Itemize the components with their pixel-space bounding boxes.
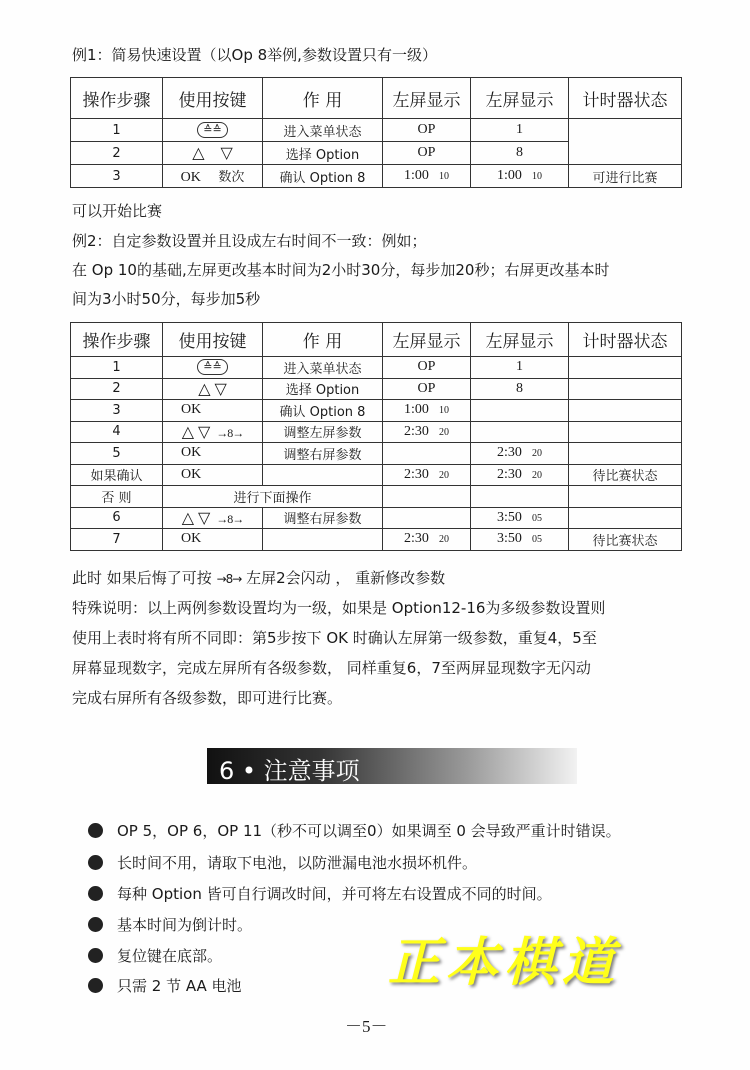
bullet-item <box>88 883 552 904</box>
status-cell: 待比赛状态 <box>569 529 682 551</box>
status-cell <box>569 443 682 465</box>
bullet-icon <box>88 948 103 963</box>
header-cell: 作 用 <box>263 323 383 357</box>
ok-key: OK <box>181 402 202 418</box>
merged-cell: 进行下面操作 <box>163 486 383 508</box>
left-display-cell <box>383 421 471 443</box>
table-row <box>71 443 682 465</box>
step-cell: 否 则 <box>71 486 163 508</box>
action-cell: 确认 Option 8 <box>263 400 383 422</box>
bullet-icon <box>88 917 103 932</box>
time: 2:30 <box>497 445 522 461</box>
table-header-row <box>71 78 682 119</box>
bullet-text: 基本时间为倒计时。 <box>117 916 253 934</box>
bullet-item <box>88 820 621 841</box>
bullet-text: 每种 Option 皆可自行调改时间，并可将左右设置成不同的时间。 <box>117 885 552 903</box>
notes-line: 屏幕显现数字，完成左屏所有各级参数， 同样重复6，7至两屏显现数字无闪动 <box>72 659 591 677</box>
left-display-cell <box>383 357 471 379</box>
time: 1 <box>516 359 523 375</box>
increment: 10 <box>531 171 542 182</box>
key-cell <box>163 529 263 551</box>
increment: 20 <box>531 469 542 481</box>
notes-text: 此时 如果后悔了可按 <box>72 569 212 587</box>
bullet-item <box>88 975 242 996</box>
notes-line <box>72 567 445 588</box>
up-down-triangle-icon: △ ▽ <box>181 423 211 441</box>
step-cell: 4 <box>71 421 163 443</box>
bullet-icon <box>88 886 103 901</box>
table-row <box>71 464 682 486</box>
menu-button-icon: ≙≙ <box>197 122 227 138</box>
right-display-cell <box>471 378 569 400</box>
notes-text: 左屏2会闪动 ， 重新修改参数 <box>246 569 446 587</box>
right-display-cell <box>471 400 569 422</box>
action-cell: 选择 Option <box>263 378 383 400</box>
table-row <box>71 507 682 529</box>
status-cell <box>569 400 682 422</box>
increment: 20 <box>438 426 449 438</box>
header-cell: 操作步骤 <box>71 78 163 119</box>
right-display-cell <box>471 507 569 529</box>
bullet-item <box>88 852 477 873</box>
time: 1:00 <box>404 168 429 183</box>
left-display-cell <box>383 486 471 508</box>
time: OP <box>417 380 436 396</box>
table-row <box>71 400 682 422</box>
example2-desc: 间为3小时50分，每步加5秒 <box>72 290 261 308</box>
action-cell <box>263 529 383 551</box>
bullet-text: 复位键在底部。 <box>117 947 223 965</box>
action-cell: 调整右屏参数 <box>263 507 383 529</box>
step-cell: 5 <box>71 443 163 465</box>
time: 8 <box>516 380 523 396</box>
left-display-cell <box>383 165 471 188</box>
example2-table <box>70 322 682 551</box>
action-cell: 调整左屏参数 <box>263 421 383 443</box>
table-row <box>71 486 682 508</box>
action-cell: 进入菜单状态 <box>263 357 383 379</box>
status-cell <box>569 486 682 508</box>
table-header-row <box>71 323 682 357</box>
example1-title: 例1：简易快速设置（以Op 8举例,参数设置只有一级） <box>72 46 437 64</box>
action-cell: 选择 Option <box>263 142 383 165</box>
ok-key: OK <box>181 445 202 461</box>
key-cell <box>163 357 263 379</box>
header-cell: 使用按键 <box>163 78 263 119</box>
table-row <box>71 378 682 400</box>
increment: 20 <box>438 534 449 546</box>
left-display-cell <box>383 378 471 400</box>
header-cell: 左屏显示 <box>383 78 471 119</box>
swap-screen-icon: →8→ <box>216 511 244 526</box>
up-down-triangle-icon: △ ▽ <box>181 509 211 527</box>
time: 2:30 <box>404 466 429 482</box>
status-cell <box>569 507 682 529</box>
key-cell <box>163 443 263 465</box>
bullet-icon <box>88 978 103 993</box>
watermark: 正本棋道 <box>388 932 621 993</box>
left-display-cell: OP <box>383 142 471 165</box>
right-display-cell <box>471 486 569 508</box>
left-display-cell <box>383 443 471 465</box>
section-title: 6 • 注意事项 <box>219 757 360 785</box>
time: 1:00 <box>404 402 429 418</box>
right-display-cell <box>471 421 569 443</box>
left-display-cell <box>383 400 471 422</box>
key-cell <box>163 421 263 443</box>
up-triangle-icon: △ <box>192 145 205 162</box>
bullet-icon <box>88 823 103 838</box>
table-row <box>71 357 682 379</box>
key-cell <box>163 378 263 400</box>
step-cell: 1 <box>71 119 163 142</box>
increment: 05 <box>531 534 542 546</box>
action-cell: 进入菜单状态 <box>263 119 383 142</box>
header-cell: 操作步骤 <box>71 323 163 357</box>
ok-key: OK <box>180 170 201 185</box>
step-cell: 如果确认 <box>71 464 163 486</box>
key-cell <box>163 142 263 165</box>
header-cell: 计时器状态 <box>569 323 682 357</box>
right-display-cell <box>471 529 569 551</box>
status-cell <box>569 378 682 400</box>
ok-key: OK <box>181 466 202 482</box>
key-cell <box>163 507 263 529</box>
swap-screen-icon: →8→ <box>216 425 244 440</box>
right-display-cell: 8 <box>471 142 569 165</box>
action-cell <box>263 464 383 486</box>
example1-after: 可以开始比赛 <box>72 202 163 220</box>
right-display-cell <box>471 443 569 465</box>
menu-button-icon: ≙≙ <box>197 359 227 375</box>
step-cell: 6 <box>71 507 163 529</box>
bullet-icon <box>88 855 103 870</box>
left-display-cell <box>383 529 471 551</box>
example2-desc: 在 Op 10的基础,左屏更改基本时间为2小时30分，每步加20秒；右屏更改基本时 <box>72 261 610 279</box>
right-display-cell: 1 <box>471 119 569 142</box>
ok-key: OK <box>181 531 202 547</box>
table-row <box>71 529 682 551</box>
notes-line: 使用上表时将有所不同即：第5步按下 OK 时确认左屏第一级参数，重复4，5至 <box>72 629 597 647</box>
left-display-cell <box>383 507 471 529</box>
up-down-triangle-icon: △ ▽ <box>198 380 227 398</box>
header-cell: 左屏显示 <box>471 323 569 357</box>
step-cell: 3 <box>71 165 163 188</box>
example1-table <box>70 77 682 188</box>
key-extra: 数次 <box>218 170 245 185</box>
table-row <box>71 119 682 142</box>
right-display-cell <box>471 464 569 486</box>
time: 3:50 <box>497 509 522 525</box>
key-cell <box>163 464 263 486</box>
right-display-cell <box>471 165 569 188</box>
header-cell: 左屏显示 <box>383 323 471 357</box>
left-display-cell <box>383 464 471 486</box>
step-cell: 2 <box>71 142 163 165</box>
key-cell <box>163 165 263 188</box>
header-cell: 左屏显示 <box>471 78 569 119</box>
bullet-item <box>88 945 222 966</box>
step-cell: 2 <box>71 378 163 400</box>
status-cell <box>569 119 682 165</box>
right-display-cell <box>471 357 569 379</box>
status-cell: 可进行比赛 <box>569 165 682 188</box>
increment: 20 <box>438 469 449 481</box>
header-cell: 作 用 <box>263 78 383 119</box>
increment: 10 <box>438 405 449 417</box>
bullet-text: 只需 2 节 AA 电池 <box>117 977 242 995</box>
increment: 05 <box>531 512 542 524</box>
page-number: －5－ <box>345 1017 388 1036</box>
left-display-cell: OP <box>383 119 471 142</box>
time: 3:50 <box>497 531 522 547</box>
header-cell: 使用按键 <box>163 323 263 357</box>
bullet-item <box>88 914 252 935</box>
time: 2:30 <box>404 531 429 547</box>
notes-line: 特殊说明：以上两例参数设置均为一级，如果是 Option12-16为多级参数设置则 <box>72 599 606 617</box>
table-row <box>71 165 682 188</box>
increment: 10 <box>438 171 449 182</box>
bullet-text: 长时间不用，请取下电池，以防泄漏电池水损坏机件。 <box>117 854 478 872</box>
status-cell <box>569 421 682 443</box>
down-triangle-icon: ▽ <box>220 145 233 162</box>
status-cell: 待比赛状态 <box>569 464 682 486</box>
time: 1:00 <box>497 168 522 183</box>
time: 2:30 <box>404 423 429 439</box>
section-banner <box>207 748 577 784</box>
table-row <box>71 421 682 443</box>
key-cell <box>163 400 263 422</box>
action-cell: 调整右屏参数 <box>263 443 383 465</box>
action-cell: 确认 Option 8 <box>263 165 383 188</box>
example2-title: 例2：自定参数设置并且设成左右时间不一致：例如； <box>72 232 427 250</box>
step-cell: 1 <box>71 357 163 379</box>
header-cell: 计时器状态 <box>569 78 682 119</box>
time: 2:30 <box>497 466 522 482</box>
step-cell: 3 <box>71 400 163 422</box>
swap-screen-icon: →8→ <box>216 572 242 586</box>
time: OP <box>417 359 436 375</box>
key-cell <box>163 119 263 142</box>
notes-line: 完成右屏所有各级参数，即可进行比赛。 <box>72 689 343 707</box>
step-cell: 7 <box>71 529 163 551</box>
increment: 20 <box>531 448 542 460</box>
status-cell <box>569 357 682 379</box>
bullet-text: OP 5，OP 6，OP 11（秒不可以调至0）如果调至 0 会导致严重计时错误。 <box>117 822 621 840</box>
